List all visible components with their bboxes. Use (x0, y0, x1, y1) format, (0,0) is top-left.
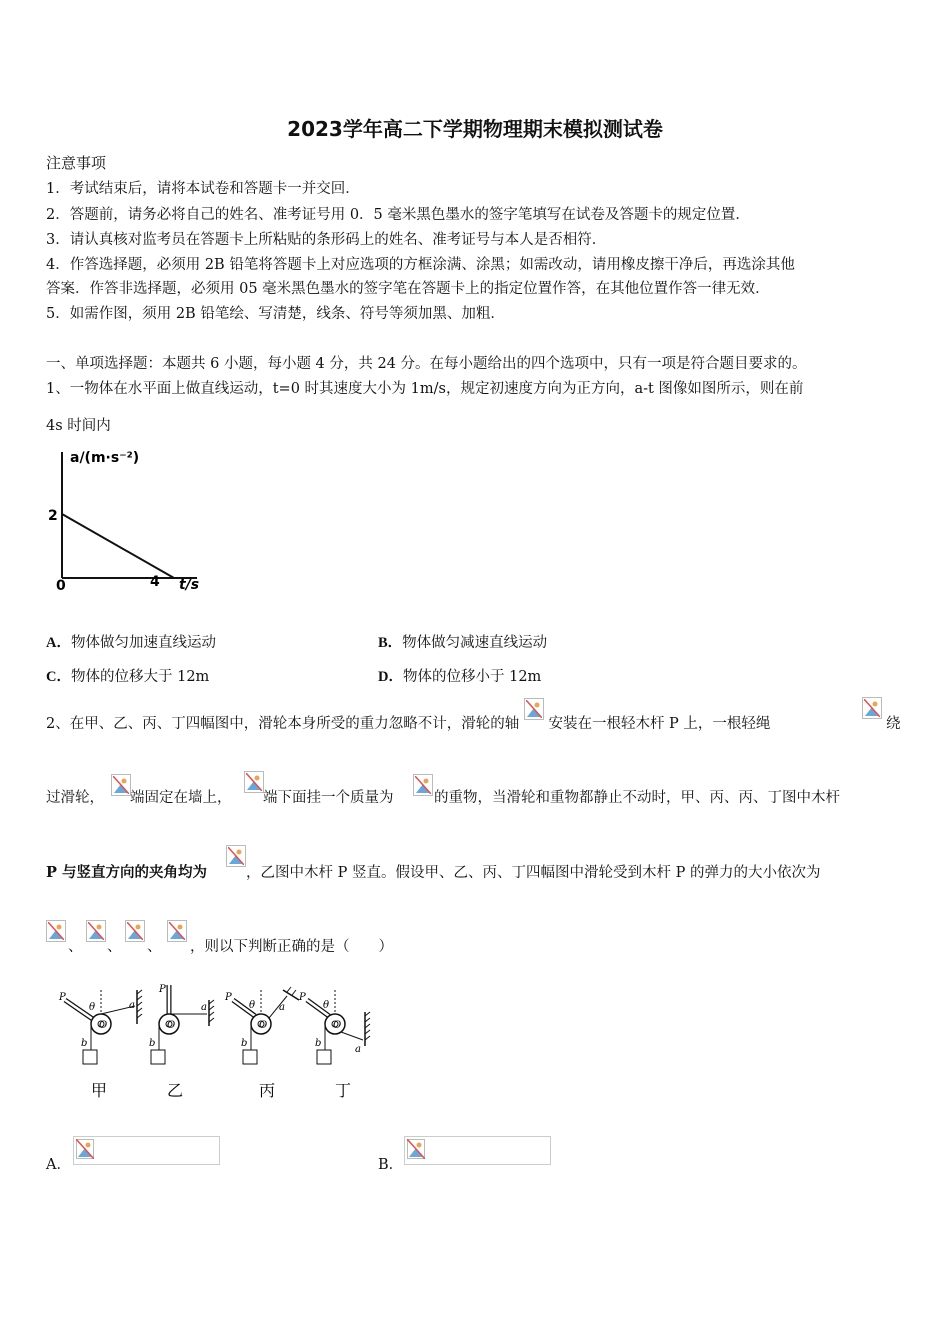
q2-text: 的重物，当滑轮和重物都静止不动时，甲、丙、丙、丁图中木杆 (434, 790, 840, 806)
note-item: 3．请认真核对监考员在答题卡上所粘贴的条形码上的姓名、准考证号与本人是否相符． (46, 232, 607, 248)
q2-stem-line1 (46, 712, 770, 734)
broken-image-icon-wrap (226, 845, 246, 867)
q2-option-a-image[interactable] (73, 1136, 220, 1165)
broken-image-icon-wrap (413, 774, 433, 796)
q2-option-b-image[interactable] (404, 1136, 551, 1165)
q1-option-a[interactable] (46, 631, 216, 652)
label-a: a (201, 1002, 207, 1013)
y-tick-label: 2 (48, 508, 58, 524)
option-letter: C． (46, 669, 71, 685)
broken-image-icon (86, 920, 106, 942)
label-theta: θ (323, 1000, 330, 1011)
q2-sep: 、 (68, 939, 83, 955)
broken-image-icon (167, 920, 187, 942)
broken-image-icon-wrap (862, 697, 882, 719)
label-o: O (333, 1020, 342, 1031)
q2-text: 过滑轮， (46, 790, 104, 806)
q2-text: 2、在甲、乙、丙、丁四幅图中，滑轮本身所受的重力忽略不计，滑轮的轴 (46, 716, 520, 732)
broken-image-icon (862, 697, 882, 719)
option-letter: B． (378, 635, 403, 651)
q1-at-graph (42, 440, 212, 595)
figure-yi (149, 984, 214, 1064)
broken-image-icon (226, 845, 246, 867)
q2-text: 端下面挂一个质量为 (263, 790, 394, 806)
figure-jia (58, 990, 142, 1064)
note-item: 2．答题前，请务必将自己的姓名、准考证号用 0．5 毫米黑色墨水的签字笔填写在试卷及答题卡的规定位置． (46, 207, 750, 223)
label-b: b (81, 1038, 88, 1049)
label-theta: θ (89, 1002, 96, 1013)
label-b: b (315, 1038, 322, 1049)
origin-label: 0 (56, 578, 66, 594)
x-axis-label: t/s (179, 577, 200, 593)
figure-label-jia: 甲 (91, 1081, 108, 1100)
label-p: P (225, 992, 232, 1003)
q2-text: P 与竖直方向的夹角均为 (46, 864, 207, 881)
broken-image-icon-wrap (125, 920, 145, 942)
broken-image-icon-wrap (167, 920, 187, 942)
section-heading: 一、单项选择题：本题共 6 小题，每小题 4 分，共 24 分。在每小题给出的四个选项中，只有一项是符合题目要求的。 (46, 356, 807, 372)
x-tick-label: 4 (150, 574, 160, 590)
broken-image-icon-wrap (111, 774, 131, 796)
label-a: a (279, 1002, 285, 1013)
label-p: P (299, 992, 306, 1003)
broken-image-icon (524, 698, 544, 720)
label-a: a (129, 1000, 135, 1011)
q2-option-b-letter[interactable]: B． (378, 1157, 404, 1173)
q2-stem-end: ，则以下判断正确的是（ ） (190, 939, 393, 955)
q2-option-a-letter[interactable]: A． (46, 1157, 71, 1173)
broken-image-icon (46, 920, 66, 942)
option-text: 物体的位移大于 12m (70, 669, 210, 685)
option-text: 物体做匀减速直线运动 (402, 635, 548, 651)
broken-image-icon (111, 774, 131, 796)
q2-text: 安装在一根轻木杆 P 上，一根轻绳 (548, 716, 771, 732)
q2-text: 端固定在墙上， (130, 790, 232, 806)
q2-sep: 、 (147, 939, 162, 955)
broken-image-icon (125, 920, 145, 942)
broken-image-icon (406, 1138, 424, 1158)
notes-heading: 注意事项 (46, 154, 107, 172)
q1-stem-line2: 4s 时间内 (46, 418, 111, 434)
q2-text: ，乙图中木杆 P 竖直。假设甲、乙、丙、丁四幅图中滑轮受到木杆 P 的弹力的大小依次为 (246, 865, 821, 881)
label-b: b (149, 1038, 156, 1049)
figure-label-ding: 丁 (335, 1081, 352, 1100)
note-item: 5．如需作图，须用 2B 铅笔绘、写清楚，线条、符号等须加黑、加粗． (46, 306, 505, 322)
broken-image-icon (244, 771, 264, 793)
label-a: a (355, 1044, 361, 1055)
q1-option-c[interactable] (46, 665, 209, 686)
q1-option-b[interactable] (378, 631, 547, 652)
label-o: O (167, 1020, 176, 1031)
q1-stem-line1: 1、一物体在水平面上做直线运动，t=0 时其速度大小为 1m/s，规定初速度方向为正方向，a-t 图像如图所示，则在前 (46, 381, 804, 397)
note-item: 4．作答选择题，必须用 2B 铅笔将答题卡上对应选项的方框涂满、涂黑；如需改动，请用橡皮擦干净后，再选涂其他 (46, 257, 795, 273)
label-o: O (259, 1020, 268, 1031)
q2-stem-line3 (46, 861, 207, 882)
graph-axes (62, 452, 197, 578)
option-text: 物体的位移小于 12m (402, 669, 542, 685)
option-text: 物体做匀加速直线运动 (70, 635, 216, 651)
label-p: P (59, 992, 66, 1003)
acceleration-line (62, 514, 174, 578)
q2-text: 绕 (886, 716, 901, 732)
page-title: 2023学年高二下学期物理期末模拟测试卷 (287, 117, 663, 141)
q2-sep: 、 (107, 939, 122, 955)
figure-ding (298, 990, 370, 1064)
figure-bing (224, 987, 299, 1064)
q2-pulley-figures (55, 980, 385, 1105)
note-item: 答案．作答非选择题，必须用 05 毫米黑色墨水的签字笔在答题卡上的指定位置作答，在其他位置作答一律无效． (46, 281, 770, 297)
label-theta: θ (249, 1000, 256, 1011)
note-item: 1．考试结束后，请将本试卷和答题卡一并交回． (46, 181, 360, 197)
broken-image-icon-wrap (86, 920, 106, 942)
label-b: b (241, 1038, 248, 1049)
option-letter: D． (378, 669, 403, 685)
figure-label-yi: 乙 (167, 1081, 184, 1100)
broken-image-icon (413, 774, 433, 796)
broken-image-icon (75, 1138, 93, 1158)
label-o: O (99, 1020, 108, 1031)
option-letter: A． (46, 635, 71, 651)
broken-image-icon-wrap (244, 771, 264, 793)
q1-option-d[interactable] (378, 665, 541, 686)
y-axis-label: a/(m·s⁻²) (70, 450, 140, 466)
figure-label-bing: 丙 (259, 1081, 276, 1100)
broken-image-icon-wrap (46, 920, 66, 942)
label-p: P (159, 984, 166, 995)
